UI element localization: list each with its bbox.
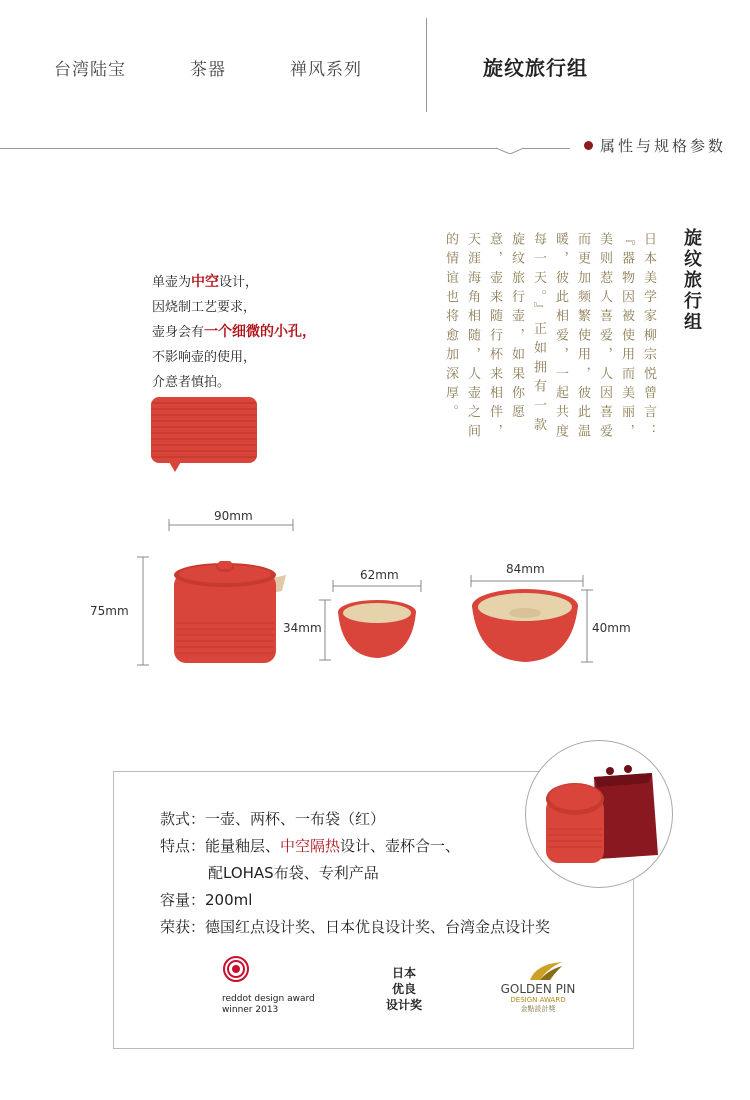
golden-pin-logo-icon [526, 960, 566, 982]
good-design-line: 优良 [391, 982, 416, 996]
pot-width-label: 90mm [214, 509, 253, 523]
note-line [152, 321, 316, 341]
poem-column: 意，壶来随行杯来相伴， [487, 232, 502, 444]
spec-value: 德国红点设计奖、日本优良设计奖、台湾金点设计奖 [205, 918, 551, 936]
golden-pin-subtitle: DESIGN AWARD [510, 996, 566, 1004]
spec-row-feature-cont: 配LOHAS布袋、专利产品 [208, 864, 379, 882]
reddot-logo-text [222, 994, 315, 1016]
section-bullet-icon [584, 141, 593, 150]
spec-value: 能量釉层、 [205, 837, 281, 855]
header-divider [426, 18, 427, 112]
breadcrumb-item-brand[interactable]: 台湾陆宝 [54, 60, 126, 80]
spec-label: 荣获： [160, 918, 206, 936]
golden-pin-word: PIN [555, 982, 576, 996]
small-cup-height-label: 34mm [283, 621, 322, 635]
teapot-image [168, 555, 296, 667]
width-dimension-line [332, 579, 422, 593]
reddot-logo-icon [222, 955, 250, 991]
good-design-line: 设计奖 [385, 998, 422, 1012]
note-highlight: 一个细微的小孔 [204, 324, 303, 340]
good-design-line: 日本 [391, 966, 416, 980]
good-design-logo [384, 965, 424, 1013]
spec-label: 款式： [160, 810, 206, 828]
reddot-line: reddot design award [222, 994, 315, 1004]
golden-pin-word: GOLDEN [500, 982, 552, 996]
spec-row-style [160, 808, 385, 829]
spec-label: 容量： [160, 891, 206, 909]
large-cup-width-label: 84mm [506, 562, 545, 576]
small-cup-width-label: 62mm [360, 568, 399, 582]
note-text: 壶身会有 [152, 325, 205, 340]
poem-column: 日本美学家柳宗悦曾言： [641, 232, 656, 444]
texture-swatch [151, 397, 257, 463]
spec-value: 设计、壶杯合一、 [340, 837, 461, 855]
pot-height-label: 75mm [90, 604, 129, 618]
product-title: 旋纹旅行组 [483, 56, 588, 80]
poem-title: 旋纹旅行组 [681, 228, 702, 333]
divider-notch-icon [496, 142, 524, 154]
spec-highlight: 中空隔热 [280, 837, 341, 855]
spec-row-feature [160, 835, 460, 856]
breadcrumb-item-teaware[interactable]: 茶器 [190, 60, 226, 80]
poem-column: 旋纹旅行壶，如果你愿 [509, 232, 524, 424]
width-dimension-line [168, 518, 294, 532]
poem-column: 天涯海角相随，人壶之间 [465, 232, 480, 444]
spec-label: 特点： [160, 837, 206, 855]
note-line: 介意者慎拍。 [152, 375, 231, 390]
large-cup-height-label: 40mm [592, 621, 631, 635]
breadcrumb-item-series[interactable]: 禅风系列 [290, 60, 362, 80]
poem-column: 的情谊也将愈加深厚。 [443, 232, 458, 424]
note-line: 因烧制工艺要求， [152, 300, 257, 315]
spec-row-capacity [160, 889, 252, 910]
note-line [152, 271, 258, 291]
height-dimension-line [318, 599, 332, 661]
note-text: 单壶为 [152, 275, 192, 290]
golden-pin-chinese: 金點設計獎 [520, 1005, 556, 1013]
poem-column: 暖，彼此相爱，一起共度 [553, 232, 568, 444]
small-cup-image [336, 598, 418, 660]
note-highlight: ， [302, 324, 317, 340]
spec-row-awards [160, 916, 550, 937]
note-line: 不影响壶的使用， [152, 350, 257, 365]
note-highlight: 中空 [191, 274, 220, 290]
speech-bubble-tail [168, 460, 182, 472]
height-dimension-line [580, 589, 594, 663]
poem-column: 而更加频繁使用，彼此温 [575, 232, 590, 444]
spec-value: 一壶、两杯、一布袋（红） [205, 810, 386, 828]
section-divider [0, 148, 570, 149]
spec-value: 200ml [205, 891, 253, 909]
golden-pin-logo-text [498, 982, 578, 1014]
height-dimension-line [136, 556, 150, 666]
poem-column: 『器物因被使用而美丽， [619, 232, 634, 444]
section-heading: 属性与规格参数 [600, 137, 727, 155]
large-cup-image [470, 586, 580, 664]
poem-column: 每一天。』正如拥有一款 [531, 232, 546, 437]
poem-column: 美则惹人喜爱，人因喜爱 [597, 232, 612, 444]
reddot-line: winner 2013 [222, 1005, 279, 1015]
product-thumbnail[interactable] [525, 740, 673, 888]
note-text: 设计， [219, 275, 259, 290]
